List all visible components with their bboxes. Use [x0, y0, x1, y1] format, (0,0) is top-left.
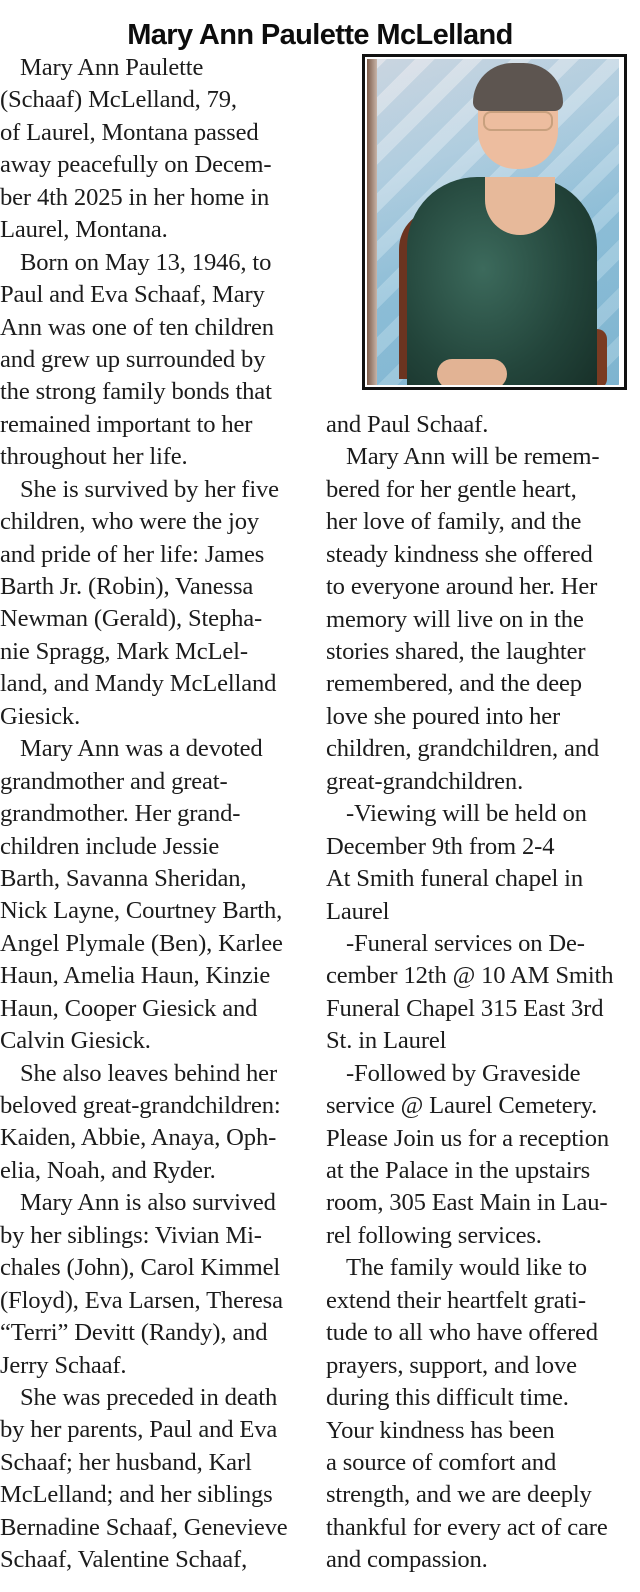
text-line: Ann was one of ten children	[0, 313, 274, 341]
text-line: her love of family, and the	[326, 508, 582, 536]
text-line: grandmother and great-	[0, 767, 228, 795]
text-line: away peacefully on Decem-	[0, 151, 272, 179]
text-line: (Schaaf) McLelland, 79,	[0, 86, 237, 114]
text-line: and compassion.	[326, 1546, 488, 1574]
text-line: St. in Laurel	[326, 1027, 447, 1055]
text-line: Calvin Giesick.	[0, 1027, 151, 1055]
text-line: rel following services.	[326, 1221, 542, 1249]
text-line: beloved great-grandchildren:	[0, 1092, 281, 1119]
text-line: during this difficult time.	[326, 1384, 569, 1412]
text-line: thankful for every act of care	[326, 1513, 608, 1541]
text-line: the strong family bonds that	[0, 378, 272, 406]
text-line: strength, and we are deeply	[326, 1481, 592, 1509]
text-line: throughout her life.	[0, 443, 188, 471]
text-line: extend their heartfelt grati-	[326, 1286, 586, 1314]
text-line: land, and Mandy McLelland	[0, 670, 277, 698]
text-line: and grew up surrounded by	[0, 345, 266, 373]
text-line: Mary Ann is also survived	[20, 1189, 276, 1217]
text-line: Paul and Eva Schaaf, Mary	[0, 281, 265, 309]
text-line: Bernadine Schaaf, Genevieve	[0, 1513, 288, 1541]
text-line: McLelland; and her siblings	[0, 1481, 273, 1509]
text-line: Born on May 13, 1946, to	[20, 248, 272, 276]
text-line: elia, Noah, and Ryder.	[0, 1156, 216, 1184]
text-line: Kaiden, Abbie, Anaya, Oph-	[0, 1124, 277, 1152]
text-line: At Smith funeral chapel in	[326, 865, 584, 893]
text-line: Nick Layne, Courtney Barth,	[0, 897, 283, 925]
text-line: chales (John), Carol Kimmel	[0, 1254, 281, 1282]
text-line: She was preceded in death	[20, 1383, 278, 1411]
text-line: Mary Ann will be remem-	[346, 443, 600, 471]
obituary-right-column	[326, 52, 640, 1577]
text-line: steady kindness she offered	[326, 540, 593, 568]
text-line: Schaaf; her husband, Karl	[0, 1448, 252, 1476]
text-line: to everyone around her. Her	[326, 573, 598, 601]
text-line: “Terri” Devitt (Randy), and	[0, 1319, 268, 1347]
text-line: Barth, Savanna Sheridan,	[0, 864, 247, 892]
text-line: She also leaves behind her	[20, 1059, 277, 1087]
text-line: Haun, Cooper Giesick and	[0, 994, 258, 1022]
text-line: love she poured into her	[326, 702, 561, 730]
text-line: by her parents, Paul and Eva	[0, 1416, 278, 1444]
text-line: by her siblings: Vivian Mi-	[0, 1221, 262, 1249]
text-line: cember 12th @ 10 AM Smith	[326, 962, 614, 990]
text-line: of Laurel, Montana passed	[0, 118, 259, 146]
text-line: December 9th from 2-4	[326, 832, 555, 860]
text-line: children, who were the joy	[0, 508, 260, 536]
text-line: stories shared, the laughter	[326, 638, 586, 665]
text-line: children include Jessie	[0, 832, 220, 860]
text-line: prayers, support, and love	[326, 1351, 577, 1379]
text-line: children, grandchildren, and	[326, 735, 600, 763]
text-line: ber 4th 2025 in her home in	[0, 183, 270, 211]
text-line: Haun, Amelia Haun, Kinzie	[0, 962, 271, 990]
text-line: a source of comfort and	[326, 1448, 557, 1476]
text-line: Mary Ann Paulette	[20, 54, 204, 81]
text-line: Jerry Schaaf.	[0, 1351, 127, 1379]
obituary-title: Mary Ann Paulette McLelland	[127, 19, 513, 52]
text-line: Laurel	[326, 897, 390, 925]
text-line: The family would like to	[346, 1254, 587, 1282]
text-line: Giesick.	[0, 702, 81, 730]
text-line: great-grandchildren.	[326, 767, 524, 795]
text-line: Funeral Chapel 315 East 3rd	[326, 994, 604, 1022]
text-line: Laurel, Montana.	[0, 216, 168, 244]
obituary-left-column	[0, 52, 318, 1577]
text-line: -Viewing will be held on	[346, 800, 587, 828]
text-line: Your kindness has been	[326, 1416, 555, 1444]
text-line: Barth Jr. (Robin), Vanessa	[0, 573, 254, 600]
text-line: -Funeral services on De-	[346, 929, 585, 957]
text-line: Angel Plymale (Ben), Karlee	[0, 929, 283, 957]
text-line: remained important to her	[0, 410, 253, 438]
text-line: at the Palace in the upstairs	[326, 1157, 591, 1184]
text-line: Please Join us for a reception	[326, 1124, 610, 1152]
text-line: Mary Ann was a devoted	[20, 735, 263, 763]
text-line: remembered, and the deep	[326, 670, 582, 698]
text-line: bered for her gentle heart,	[326, 475, 577, 503]
text-line: and pride of her life: James	[0, 540, 265, 568]
text-line: tude to all who have offered	[326, 1319, 598, 1347]
text-line: grandmother. Her grand-	[0, 800, 241, 828]
text-line: (Floyd), Eva Larsen, Theresa	[0, 1286, 283, 1314]
photo-spacer	[326, 52, 640, 409]
text-line: room, 305 East Main in Lau-	[326, 1189, 608, 1217]
text-line: memory will live on in the	[326, 605, 584, 633]
text-line: She is survived by her five	[20, 475, 279, 503]
text-line: service @ Laurel Cemetery.	[326, 1092, 598, 1120]
text-line: Schaaf, Valentine Schaaf,	[0, 1546, 248, 1574]
text-line: Newman (Gerald), Stepha-	[0, 605, 263, 633]
text-line: nie Spragg, Mark McLel-	[0, 637, 248, 665]
text-line: -Followed by Graveside	[346, 1059, 581, 1087]
text-line: and Paul Schaaf.	[326, 410, 489, 438]
